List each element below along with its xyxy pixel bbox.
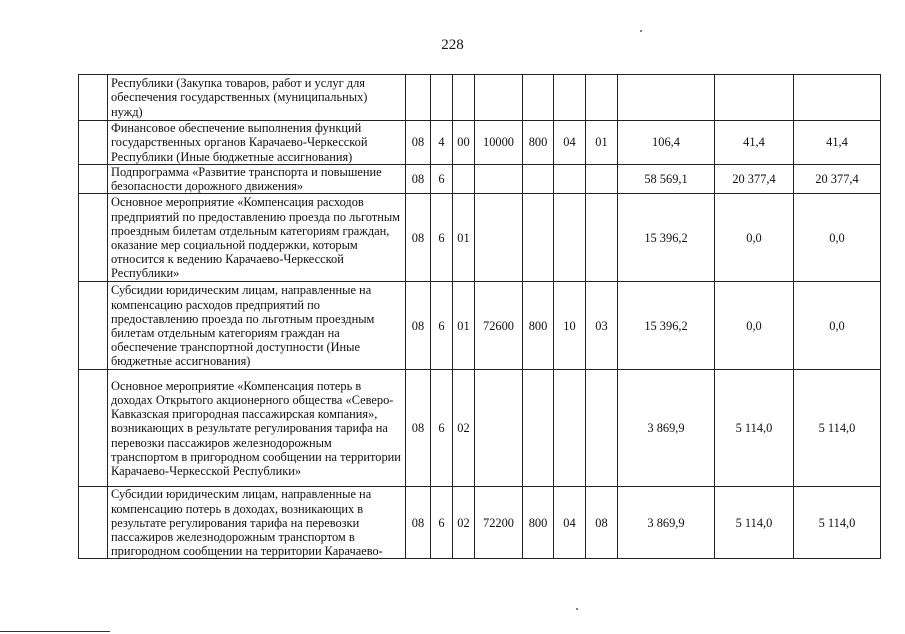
table-row xyxy=(79,370,881,487)
code-cell xyxy=(586,75,618,121)
code-cell: 6 xyxy=(431,370,453,487)
code-cell: 72600 xyxy=(475,282,523,370)
code-cell: 4 xyxy=(431,121,453,165)
amount-cell xyxy=(618,75,715,121)
amount-cell: 5 114,0 xyxy=(715,487,794,559)
code-cell xyxy=(453,165,475,194)
code-cell xyxy=(586,370,618,487)
row-name-cell: Подпрограмма «Развитие транспорта и повышение безопасности дорожного движения» xyxy=(108,165,406,194)
code-cell: 6 xyxy=(431,194,453,282)
code-cell: 08 xyxy=(406,194,431,282)
amount-cell: 5 114,0 xyxy=(715,370,794,487)
code-cell: 08 xyxy=(406,165,431,194)
amount-cell: 0,0 xyxy=(715,282,794,370)
code-cell xyxy=(523,370,554,487)
scan-speck xyxy=(640,30,642,32)
code-cell: 08 xyxy=(406,121,431,165)
empty-cell xyxy=(79,75,108,121)
code-cell: 800 xyxy=(523,121,554,165)
code-cell: 08 xyxy=(406,282,431,370)
code-cell xyxy=(554,165,586,194)
row-name-cell: Субсидии юридическим лицам, направленные на компенсацию расходов предприятий по предоставлению проезда по льготным проездным билетам отдельным категориям граждан на обеспечение транспортной доступности (Иные бюджетные ассигнования) xyxy=(108,282,406,370)
table-row xyxy=(79,282,881,370)
code-cell: 08 xyxy=(406,487,431,559)
amount-cell: 0,0 xyxy=(794,194,881,282)
empty-cell xyxy=(79,121,108,165)
code-cell xyxy=(586,194,618,282)
empty-cell xyxy=(79,370,108,487)
amount-cell xyxy=(794,75,881,121)
code-cell: 03 xyxy=(586,282,618,370)
code-cell xyxy=(453,75,475,121)
code-cell: 01 xyxy=(453,194,475,282)
code-cell: 08 xyxy=(406,370,431,487)
code-cell: 01 xyxy=(453,282,475,370)
table-row xyxy=(79,194,881,282)
code-cell: 08 xyxy=(586,487,618,559)
table-row xyxy=(79,121,881,165)
code-cell xyxy=(406,75,431,121)
amount-cell: 5 114,0 xyxy=(794,370,881,487)
code-cell: 00 xyxy=(453,121,475,165)
amount-cell: 15 396,2 xyxy=(618,282,715,370)
empty-cell xyxy=(79,194,108,282)
amount-cell: 0,0 xyxy=(794,282,881,370)
code-cell: 800 xyxy=(523,487,554,559)
amount-cell: 58 569,1 xyxy=(618,165,715,194)
code-cell: 6 xyxy=(431,487,453,559)
amount-cell: 41,4 xyxy=(794,121,881,165)
code-cell xyxy=(586,165,618,194)
amount-cell: 20 377,4 xyxy=(794,165,881,194)
code-cell: 04 xyxy=(554,487,586,559)
code-cell xyxy=(523,194,554,282)
amount-cell: 3 869,9 xyxy=(618,370,715,487)
code-cell xyxy=(475,194,523,282)
amount-cell: 106,4 xyxy=(618,121,715,165)
row-name-cell: Субсидии юридическим лицам, направленные на компенсацию потерь в доходах, возникающих в результате регулирования тарифа на перевозки пассажиров железнодорожным транспортом в пригородном сообщении на территории Карачаево- xyxy=(108,487,406,559)
code-cell: 02 xyxy=(453,487,475,559)
code-cell xyxy=(554,75,586,121)
amount-cell: 20 377,4 xyxy=(715,165,794,194)
amount-cell: 41,4 xyxy=(715,121,794,165)
code-cell xyxy=(475,370,523,487)
empty-cell xyxy=(79,165,108,194)
amount-cell xyxy=(715,75,794,121)
amount-cell: 5 114,0 xyxy=(794,487,881,559)
row-name-cell: Основное мероприятие «Компенсация расходов предприятий по предоставлению проезда по льготным проездным билетам отдельным категориям граждан, оказание мер социальной поддержки, которым относится к ведению Карачаево-Черкесской Республики» xyxy=(108,194,406,282)
code-cell xyxy=(475,165,523,194)
empty-cell xyxy=(79,282,108,370)
code-cell: 800 xyxy=(523,282,554,370)
code-cell xyxy=(523,165,554,194)
code-cell: 02 xyxy=(453,370,475,487)
table-row xyxy=(79,75,881,121)
scan-speck xyxy=(576,608,578,610)
budget-table xyxy=(78,74,881,559)
amount-cell: 15 396,2 xyxy=(618,194,715,282)
code-cell xyxy=(554,370,586,487)
table-row xyxy=(79,487,881,559)
code-cell xyxy=(554,194,586,282)
empty-cell xyxy=(79,487,108,559)
code-cell: 10000 xyxy=(475,121,523,165)
page-number: 228 xyxy=(441,37,464,53)
row-name-cell: Основное мероприятие «Компенсация потерь в доходах Открытого акционерного общества «Северо-Кавказская пригородная пассажирская компания», возникающих в результате регулирования тарифа на перевозки пассажиров железнодорожным транспортом в пригородном сообщении на территории Карачаево-Черкесской Республики» xyxy=(108,370,406,487)
table-row xyxy=(79,165,881,194)
amount-cell: 0,0 xyxy=(715,194,794,282)
code-cell: 72200 xyxy=(475,487,523,559)
code-cell: 6 xyxy=(431,165,453,194)
code-cell xyxy=(523,75,554,121)
footer-line xyxy=(0,631,110,632)
row-name-cell: Республики (Закупка товаров, работ и услуг для обеспечения государственных (муниципальных) нужд) xyxy=(108,75,406,121)
code-cell: 6 xyxy=(431,282,453,370)
code-cell xyxy=(475,75,523,121)
code-cell: 10 xyxy=(554,282,586,370)
code-cell xyxy=(431,75,453,121)
code-cell: 04 xyxy=(554,121,586,165)
amount-cell: 3 869,9 xyxy=(618,487,715,559)
row-name-cell: Финансовое обеспечение выполнения функций государственных органов Карачаево-Черкесской Республики (Иные бюджетные ассигнования) xyxy=(108,121,406,165)
code-cell: 01 xyxy=(586,121,618,165)
